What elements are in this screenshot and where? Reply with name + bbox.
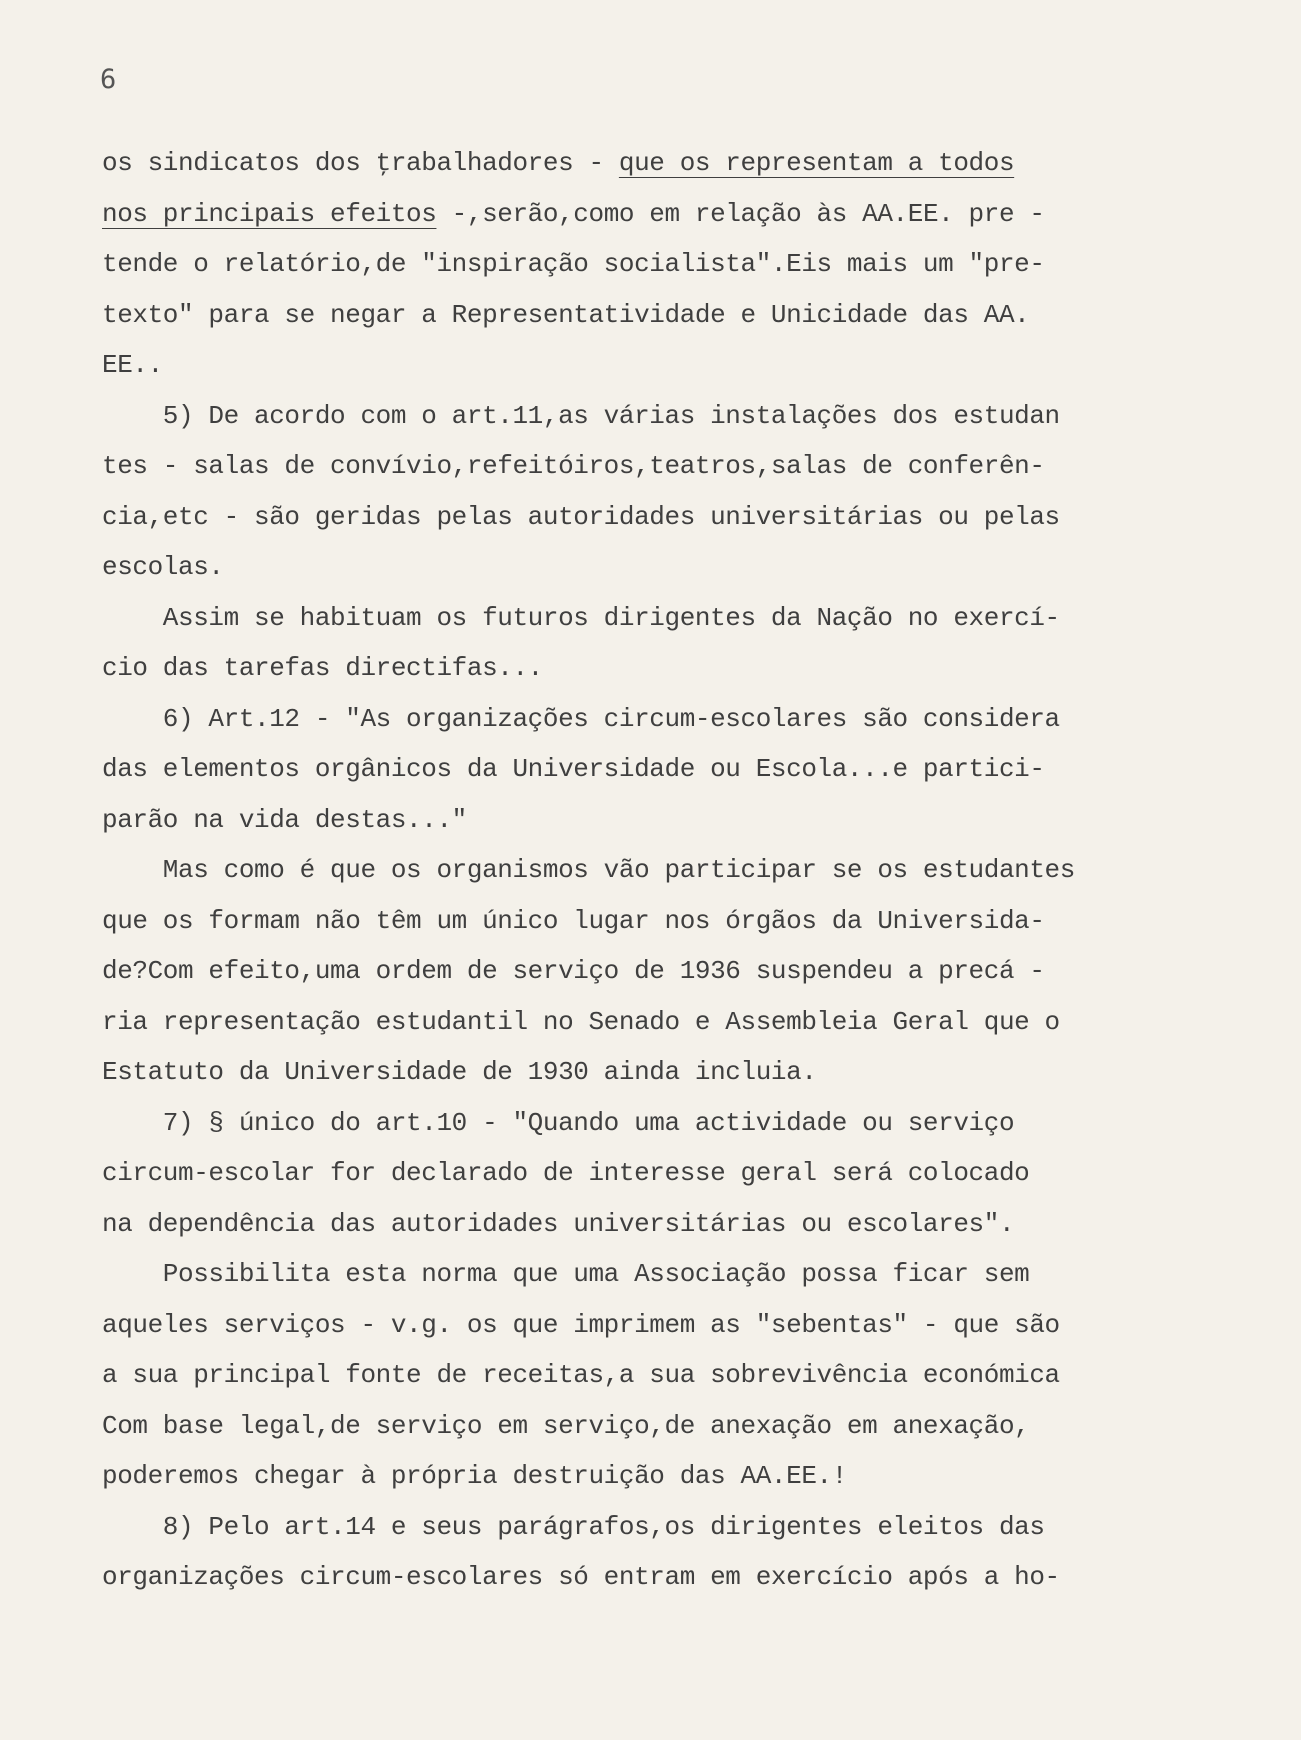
line-text: escolas. — [102, 552, 224, 582]
line-text: que os formam não têm um único lugar nos órgãos da Universida- — [102, 905, 1045, 936]
line-text: 5) De acordo com o art.11,as várias instalações dos estudan — [102, 400, 1060, 431]
line-text: aqueles serviços - v.g. os que imprimem as "sebentas" - que são — [102, 1309, 1060, 1340]
text-line — [102, 997, 1152, 1048]
text-line — [102, 896, 1152, 947]
text-line — [102, 1502, 1152, 1553]
line-text: cio das tarefas directifas... — [102, 653, 543, 683]
underlined-text: que os representam a todos — [618, 148, 1015, 178]
line-text: de?Com efeito,uma ordem de serviço de 1936 suspendeu a precá - — [102, 956, 1045, 986]
line-text: circum-escolar for declarado de interesse geral será colocado — [102, 1158, 1030, 1188]
underlined-text: nos principais efeitos — [102, 198, 437, 229]
line-text: Mas como é que os organismos vão participar se os estudantes — [102, 855, 1075, 885]
text-line — [102, 1047, 1152, 1098]
text-line — [102, 694, 1152, 745]
text-line — [102, 138, 1152, 189]
text-line — [102, 239, 1152, 290]
line-text: tes - salas de convívio,refeitóiros,teatros,salas de conferên- — [102, 451, 1045, 481]
line-text: na dependência das autoridades universitárias ou escolares". — [102, 1208, 1015, 1239]
line-text: EE.. — [102, 350, 163, 380]
text-line — [102, 391, 1152, 442]
line-text: organizações circum-escolares só entram em exercício após a ho- — [102, 1562, 1060, 1592]
line-text: Assim se habituam os futuros dirigentes da Nação no exercí- — [102, 602, 1060, 633]
line-text: -,serão,como em relação às AA.EE. pre - — [436, 198, 1045, 229]
text-line — [102, 189, 1152, 240]
line-text: Possibilita esta norma que uma Associação possa ficar sem — [102, 1259, 1030, 1289]
line-text: ria representação estudantil no Senado e Assembleia Geral que o — [102, 1006, 1060, 1037]
text-line — [102, 1249, 1152, 1300]
line-text: Estatuto da Universidade de 1930 ainda incluia. — [102, 1057, 817, 1087]
text-line — [102, 593, 1152, 644]
line-text: cia,etc - são geridas pelas autoridades universitárias ou pelas — [102, 501, 1060, 532]
page-number: 6 — [100, 64, 117, 95]
line-text: parão na vida destas..." — [102, 804, 467, 835]
line-text: Com base legal,de serviço em serviço,de anexação em anexação, — [102, 1410, 1030, 1441]
text-line — [102, 441, 1152, 492]
text-line — [102, 1401, 1152, 1452]
body-text — [102, 138, 1152, 1603]
text-line — [102, 542, 1152, 593]
text-line — [102, 340, 1152, 391]
text-line — [102, 845, 1152, 896]
line-text: 7) § único do art.10 - "Quando uma actividade ou serviço — [102, 1107, 1015, 1138]
text-line — [102, 1350, 1152, 1401]
text-line — [102, 1451, 1152, 1502]
text-line — [102, 1300, 1152, 1351]
line-text: os sindicatos dos ţrabalhadores - — [102, 148, 619, 178]
text-line — [102, 643, 1152, 694]
text-line — [102, 1098, 1152, 1149]
line-text: 6) Art.12 - "As organizações circum-escolares são considera — [102, 703, 1060, 734]
text-line — [102, 492, 1152, 543]
text-line — [102, 1552, 1152, 1603]
text-line — [102, 1199, 1152, 1250]
line-text: poderemos chegar à própria destruição das AA.EE.! — [102, 1461, 847, 1491]
line-text: a sua principal fonte de receitas,a sua sobrevivência económica — [102, 1360, 1060, 1390]
line-text: das elementos orgânicos da Universidade ou Escola...e partici- — [102, 754, 1045, 784]
text-line — [102, 1148, 1152, 1199]
line-text: tende o relatório,de "inspiração socialista".Eis mais um "pre- — [102, 249, 1045, 279]
line-text: 8) Pelo art.14 e seus parágrafos,os dirigentes eleitos das — [102, 1511, 1045, 1542]
line-text: texto" para se negar a Representatividade e Unicidade das AA. — [102, 299, 1030, 330]
text-line — [102, 744, 1152, 795]
text-line — [102, 795, 1152, 846]
text-line — [102, 946, 1152, 997]
text-line — [102, 290, 1152, 341]
